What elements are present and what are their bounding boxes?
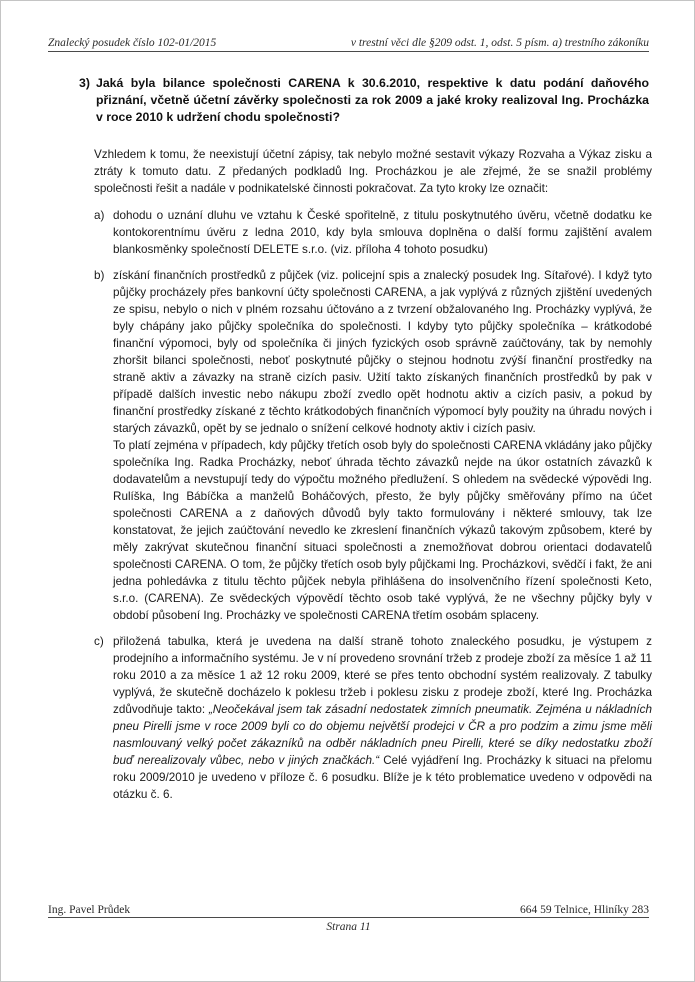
list-item-b-paragraph-1: získání finančních prostředků z půjček (viz. policejní spis a znalecký posudek Ing. Sítařové). I když tyto půjčky procházely přes bankovní účty společnosti CARENA, a jak vyplývá z různých zjištění uvedených ze spisu, nebylo o nich v plném rozsahu účtováno a z tvrzení obžalovaného Ing. Procházky vyplývá, že byly chápány jako půjčky společníka do společnosti. I kdyby tyto půjčky společníka – krátkodobé finanční výpomoci, byly od společníka či jiných fyzických osob správně zaúčtovány, tak by nemohly zhoršit bilanci společnosti, neboť poskytnuté půjčky o stejnou hodnotu zvýší finanční prostředky na straně aktiv a závazky na straně cizích pasiv. Užití takto získaných finančních prostředků by pak v případě dalších investic nebo nákupu zboží zvedlo opět hodnotu aktiv a cizích pasiv, a pokud by finanční prostředky získané z těchto krátkodobých finančních výpomocí byly použity na úhradu nových i starých závazků, opět by se jednalo o snížení celkové hodnoty aktiv i cizích pasiv. xyxy=(113,269,652,435)
header-case-reference: v trestní věci dle §209 odst. 1, odst. 5 písm. a) trestního zákoníku xyxy=(350,37,649,49)
list-item-b-label: b) xyxy=(94,269,105,282)
list-item-a xyxy=(94,207,652,258)
list-item-c xyxy=(94,633,652,803)
footer-row xyxy=(48,904,649,918)
page-header xyxy=(48,37,649,52)
list-item-c-paragraph xyxy=(113,633,652,803)
list-item-c-label: c) xyxy=(94,635,104,648)
page-footer xyxy=(48,904,649,933)
intro-paragraph: Vzhledem k tomu, že neexistují účetní zápisy, tak nebylo možné sestavit výkazy Rozvaha a Výkaz zisku a ztráty k tomuto datu. Z předaných podkladů Ing. Procházkou je ale zřejmé, že se snažil problémy společnosti řešit a nadále v podnikatelské činnosti pokračovat. Za tyto kroky lze označit: xyxy=(94,148,652,195)
list-item-c-quotation: „Neočekával jsem tak zásadní nedostatek zimních pneumatik. Zejména u nákladních pneu Pirelli jsme v roce 2009 byli co do objemu největší prodejci v ČR a pro podzim a zimu jsme měli nasmlouvaný velký počet zákazníků na odběr nákladních pneu Pirelli, které se díky nedostatku zboží buď nerealizovaly vůbec, nebo v jiných značkách.“ xyxy=(113,703,652,767)
question-text: Jaká byla bilance společnosti CARENA k 30.6.2010, respektive k datu podání daňového přiznání, včetně účetní závěrky společnosti za rok 2009 a jaké kroky realizoval Ing. Procházka v roce 2010 k udržení chodu společnosti? xyxy=(96,76,649,124)
question-heading xyxy=(79,75,649,126)
list-item-b xyxy=(94,267,652,624)
list-item-a-text xyxy=(113,207,652,258)
question-number: 3) xyxy=(79,76,90,90)
footer-page-number: Strana 11 xyxy=(326,921,371,933)
answer-body xyxy=(94,146,652,803)
list-item-c-lead: přiložená tabulka, která je uvedena na další straně tohoto znaleckého posudku, je výstupem z prodejního a informačního systému. Je v ní provedeno srovnání tržeb z prodeje zboží za měsíce 1 až 11 roku 2010 a za měsíce 1 až 12 roku 2009, které se přes tento obchodní systém realizovaly. Z tabulky vyplývá, že skutečně docházelo k poklesu tržeb i poklesu zisku z prodeje zboží, které Ing. Procházka zdůvodňuje takto: xyxy=(113,635,652,716)
list-item-a-label: a) xyxy=(94,209,105,222)
header-report-number: Znalecký posudek číslo 102-01/2015 xyxy=(48,37,217,49)
footer-author-address: 664 59 Telnice, Hliníky 283 xyxy=(520,904,649,916)
list-item-c-tail: Celé vyjádření Ing. Procházky k situaci na přelomu roku 2009/2010 je uvedeno v příloze č. 6 posudku. Blíže je k této problematice uvedeno v odpovědi na otázku č. 6. xyxy=(113,754,652,801)
list-item-b-text xyxy=(113,267,652,624)
list-item-a-paragraph: dohodu o uznání dluhu ve vztahu k České spořitelně, z titulu poskytnutého úvěru, včetně dodatku ke kontokorentnímu úvěru z ledna 2010, kdy byla smlouva doplněna o další formu zajištění avalem blankosměnky společností DELETE s.r.o. (viz. příloha 4 tohoto posudku) xyxy=(113,209,652,256)
list-item-b-paragraph-2: To platí zejména v případech, kdy půjčky třetích osob byly do společnosti CARENA vkládány jako půjčky společníka Ing. Radka Procházky, neboť úhrada těchto závazků nejde na úkor ostatních závazků k dodavatelům a nevstupují tedy do výpočtu možného předlužení. S ohledem na svědecké výpovědi Ing. Rulíška, Ing Bábíčka a manželů Boháčových, přesto, že byly půjčky směřovány přímo na účet společnosti CARENA a z daňových důvodů byly takto formulovány i některé smlouvy, tak lze konstatovat, že jejich zaúčtování nevedlo ke zkreslení finančních výkazů takovým způsobem, které by měly zakrývat skutečnou finanční situaci společnosti a znemožňovat dobrou orientaci dodavatelů společnosti CARENA. O tom, že půjčky třetích osob byly půjčkami Ing. Procházkovi, svědčí i fakt, že ani jedna pohledávka z titulu těchto půjček nebyla přihlášena do insolvenčního řízení společnosti Keto, s.r.o. (CARENA). Ze svědeckých výpovědí těchto osob také vyplývá, že ne všechny půjčky byly v období působení Ing. Procházky ve společnosti CARENA třetím osobám splaceny. xyxy=(113,439,652,622)
footer-author-name: Ing. Pavel Průdek xyxy=(48,904,131,916)
list-item-c-text xyxy=(113,633,652,803)
